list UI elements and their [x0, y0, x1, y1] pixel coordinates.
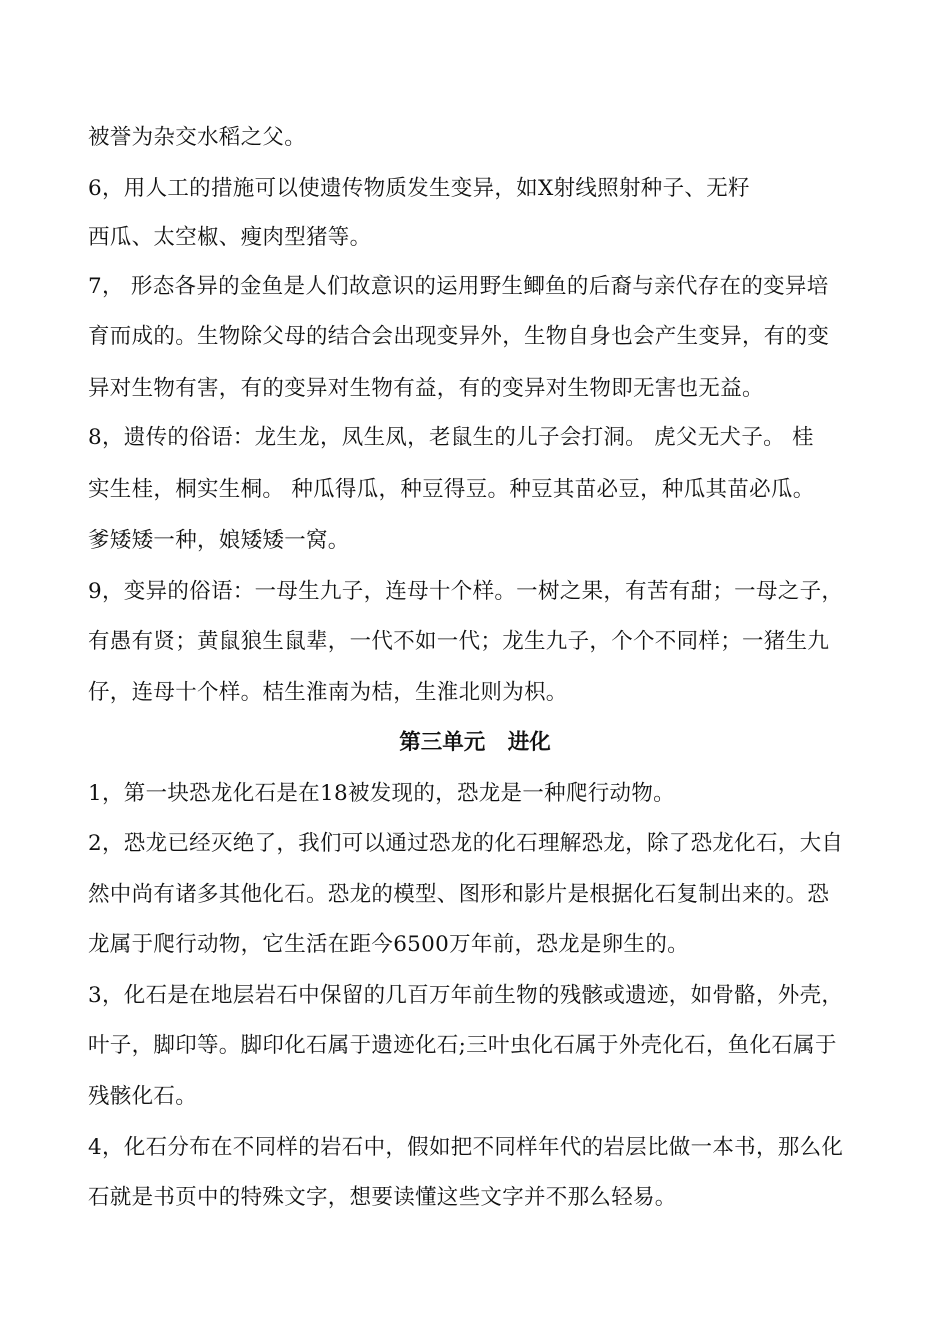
text-line: 8，遗传的俗语：龙生龙，凤生凤，老鼠生的儿子会打洞。 虎父无犬子。 桂 [88, 425, 814, 450]
text-line: 西瓜、太空椒、瘦肉型猪等。 [88, 225, 372, 250]
section-heading: 第三单元 进化 [399, 730, 551, 755]
text-line: 7， 形态各异的金鱼是人们故意识的运用野生鲫鱼的后裔与亲代存在的变异培 [88, 274, 829, 299]
text-line: 3，化石是在地层岩石中保留的几百万年前生物的残骸或遗迹，如骨骼，外壳， [88, 983, 844, 1008]
text-line: 被誉为杂交水稻之父。 [88, 125, 307, 150]
text-line: 龙属于爬行动物，它生活在距今6500万年前，恐龙是卵生的。 [88, 932, 689, 957]
text-line: 石就是书页中的特殊文字，想要读懂这些文字并不那么轻易。 [88, 1185, 677, 1210]
text-line: 1，第一块恐龙化石是在18被发现的，恐龙是一种爬行动物。 [88, 781, 675, 806]
text-line: 育而成的。生物除父母的结合会出现变异外，生物自身也会产生变异，有的变 [88, 324, 830, 349]
text-line: 2，恐龙已经灭绝了，我们可以通过恐龙的化石理解恐龙，除了恐龙化石，大自 [88, 831, 844, 856]
text-line: 9，变异的俗语：一母生九子，连母十个样。一树之果，有苦有甜；一母之子， [88, 579, 844, 604]
text-line: 仔，连母十个样。桔生淮南为桔，生淮北则为枳。 [88, 680, 568, 705]
text-line: 实生桂，桐实生桐。 种瓜得瓜，种豆得豆。种豆其苗必豆，种瓜其苗必瓜。 [88, 477, 815, 502]
text-line: 6，用人工的措施可以使遗传物质发生变异，如X射线照射种子、无籽 [88, 176, 750, 201]
text-line: 然中尚有诸多其他化石。恐龙的模型、图形和影片是根据化石复制出来的。恐 [88, 882, 830, 907]
text-line: 4，化石分布在不同样的岩石中，假如把不同样年代的岩层比做一本书，那么化 [88, 1135, 844, 1160]
text-line: 异对生物有害，有的变异对生物有益，有的变异对生物即无害也无益。 [88, 376, 764, 401]
text-line: 残骸化石。 [88, 1084, 198, 1109]
text-line: 叶子，脚印等。脚印化石属于遗迹化石;三叶虫化石属于外壳化石，鱼化石属于 [88, 1033, 837, 1058]
text-line: 爹矮矮一种，娘矮矮一窝。 [88, 528, 350, 553]
text-line: 有愚有贤；黄鼠狼生鼠辈，一代不如一代；龙生九子，个个不同样；一猪生九 [88, 629, 830, 654]
